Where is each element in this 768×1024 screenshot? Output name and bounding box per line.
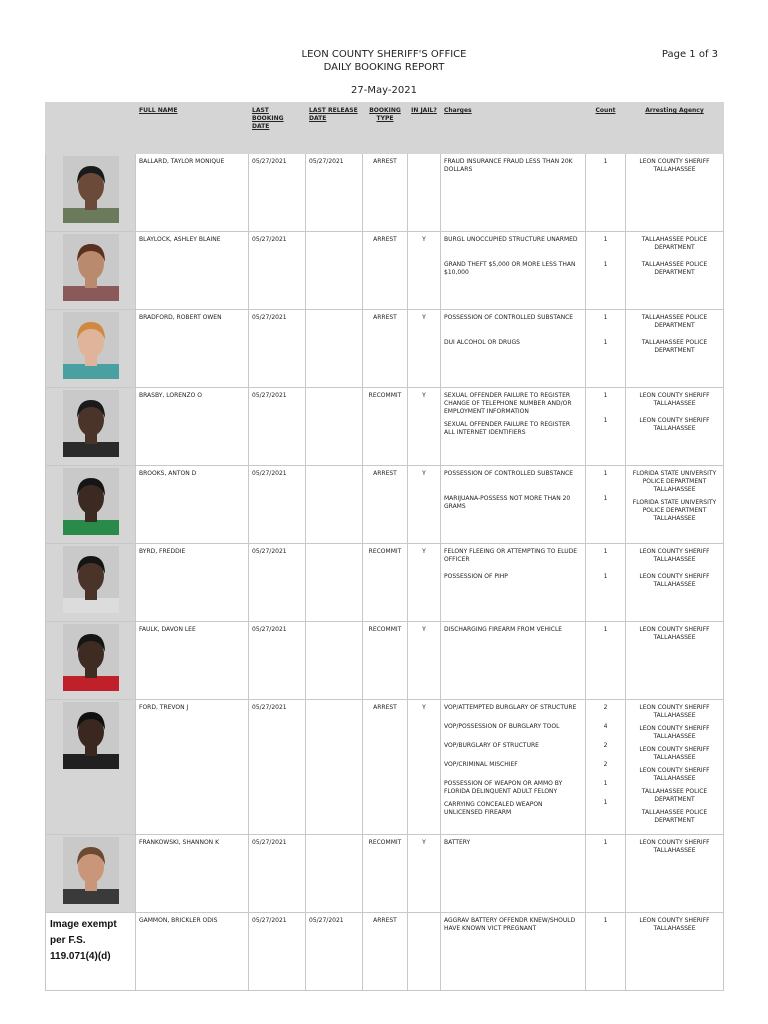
booking-record-row (46, 388, 724, 466)
mugshot-photo (63, 546, 119, 613)
charge-count: 2 (603, 761, 608, 768)
charge-description: POSSESSION OF CONTROLLED SUBSTANCE (444, 470, 574, 477)
charge-description: FELONY FLEEING OR ATTEMPTING TO ELUDE OFFICER (444, 548, 578, 563)
release-date-cell (306, 544, 363, 622)
charges-cell (441, 622, 586, 700)
booking-record-row (46, 466, 724, 544)
charges-cell (441, 232, 586, 310)
charge-count: 1 (603, 780, 608, 787)
in-jail-cell: Y (408, 622, 441, 700)
charge-count: 1 (603, 392, 608, 399)
mugshot-photo (63, 837, 119, 904)
charge-count: 1 (603, 314, 608, 321)
charge-count: 1 (603, 917, 608, 924)
charge-count: 1 (603, 626, 608, 633)
count-cell (586, 700, 626, 835)
full-name-cell: FORD, TREVON J (136, 700, 249, 835)
in-jail-cell: Y (408, 232, 441, 310)
charge-count: 1 (603, 236, 608, 243)
charge-description: VOP/BURGLARY OF STRUCTURE (444, 742, 539, 749)
release-date-cell (306, 835, 363, 913)
charge-description: FRAUD INSURANCE FRAUD LESS THAN 20K DOLLARS (444, 158, 573, 173)
image-exempt-notice: Image exempt per F.S. 119.071(4)(d) (46, 915, 135, 981)
charges-cell (441, 544, 586, 622)
charge-count: 1 (603, 339, 608, 346)
booking-type-cell: ARREST (363, 154, 408, 232)
in-jail-cell: Y (408, 388, 441, 466)
header-arresting-agency: Arresting Agency (626, 103, 724, 154)
in-jail-cell: Y (408, 835, 441, 913)
charge-count: 1 (603, 839, 608, 846)
table-header-row (46, 103, 724, 154)
in-jail-cell: Y (408, 310, 441, 388)
mugshot-cell (46, 310, 136, 388)
charge-description: GRAND THEFT $5,000 OR MORE LESS THAN $10,000 (444, 261, 576, 276)
full-name-cell: BALLARD, TAYLOR MONIQUE (136, 154, 249, 232)
full-name-cell: BLAYLOCK, ASHLEY BLAINE (136, 232, 249, 310)
booking-date-cell: 05/27/2021 (249, 622, 306, 700)
charges-cell (441, 466, 586, 544)
charge-description: POSSESSION OF CONTROLLED SUBSTANCE (444, 314, 574, 321)
charge-count: 1 (603, 548, 608, 555)
arresting-agency: LEON COUNTY SHERIFF TALLAHASSEE (639, 626, 710, 641)
arresting-agency: LEON COUNTY SHERIFF TALLAHASSEE (639, 746, 710, 761)
booking-date-cell: 05/27/2021 (249, 835, 306, 913)
full-name-cell: BROOKS, ANTON D (136, 466, 249, 544)
office-title: LEON COUNTY SHERIFF'S OFFICE (301, 49, 467, 60)
release-date-cell (306, 232, 363, 310)
release-date-cell (306, 310, 363, 388)
charge-description: CARRYING CONCEALED WEAPON UNLICENSED FIREARM (444, 801, 543, 816)
count-cell (586, 913, 626, 991)
booking-type-cell: RECOMMIT (363, 544, 408, 622)
charge-count: 2 (603, 704, 608, 711)
count-cell (586, 466, 626, 544)
charge-count: 1 (603, 495, 608, 502)
charge-description: VOP/ATTEMPTED BURGLARY OF STRUCTURE (444, 704, 577, 711)
release-date-cell: 05/27/2021 (306, 154, 363, 232)
mugshot-photo (63, 702, 119, 769)
header-booking-date: LAST BOOKING DATE (249, 103, 306, 154)
agency-cell (626, 232, 724, 310)
count-cell (586, 835, 626, 913)
mugshot-cell (46, 388, 136, 466)
mugshot-cell (46, 622, 136, 700)
mugshot-photo (63, 468, 119, 535)
agency-cell (626, 913, 724, 991)
report-title: DAILY BOOKING REPORT (323, 62, 445, 73)
header-count: Count (586, 103, 626, 154)
full-name-cell: FAULK, DAVON LEE (136, 622, 249, 700)
count-cell (586, 310, 626, 388)
charge-count: 1 (603, 573, 608, 580)
agency-cell (626, 466, 724, 544)
booking-type-cell: ARREST (363, 310, 408, 388)
booking-type-cell: ARREST (363, 913, 408, 991)
charge-description: DISCHARGING FIREARM FROM VEHICLE (444, 626, 563, 633)
arresting-agency: TALLAHASSEE POLICE DEPARTMENT (641, 314, 708, 329)
arresting-agency: TALLAHASSEE POLICE DEPARTMENT (641, 236, 708, 251)
release-date-cell (306, 388, 363, 466)
charge-description: POSSESSION OF PIHP (444, 573, 508, 580)
header-release-date: LAST RELEASE DATE (306, 103, 363, 154)
full-name-cell: GAMMON, BRICKLER ODIS (136, 913, 249, 991)
charge-count: 1 (603, 799, 608, 806)
full-name-cell: FRANKOWSKI, SHANNON K (136, 835, 249, 913)
charges-cell (441, 835, 586, 913)
booking-date-cell: 05/27/2021 (249, 310, 306, 388)
charge-description: BURGL UNOCCUPIED STRUCTURE UNARMED (444, 236, 578, 243)
booking-record-row (46, 913, 724, 991)
mugshot-photo (63, 624, 119, 691)
mugshot-photo (63, 156, 119, 223)
charge-count: 4 (603, 723, 608, 730)
arresting-agency: TALLAHASSEE POLICE DEPARTMENT (641, 339, 708, 354)
full-name-cell: BRASBY, LORENZO O (136, 388, 249, 466)
full-name-cell: BRADFORD, ROBERT OWEN (136, 310, 249, 388)
charge-description: POSSESSION OF WEAPON OR AMMO BY FLORIDA DELINQUENT ADULT FELONY (444, 780, 563, 795)
booking-record-row (46, 700, 724, 835)
arresting-agency: LEON COUNTY SHERIFF TALLAHASSEE (639, 725, 710, 740)
booking-record-row (46, 310, 724, 388)
charge-description: VOP/CRIMINAL MISCHIEF (444, 761, 518, 768)
arresting-agency: LEON COUNTY SHERIFF TALLAHASSEE (639, 417, 710, 432)
charge-description: DUI ALCOHOL OR DRUGS (444, 339, 520, 346)
agency-cell (626, 388, 724, 466)
header-in-jail: IN JAIL? (408, 103, 441, 154)
booking-record-row (46, 232, 724, 310)
page-number: Page 1 of 3 (661, 49, 718, 60)
charge-description: SEXUAL OFFENDER FAILURE TO REGISTER ALL INTERNET IDENTIFIERS (444, 421, 571, 436)
mugshot-cell (46, 232, 136, 310)
header-booking-type: BOOKING TYPE (363, 103, 408, 154)
charge-count: 1 (603, 158, 608, 165)
release-date-cell (306, 700, 363, 835)
arresting-agency: FLORIDA STATE UNIVERSITY POLICE DEPARTMENT TALLAHASSEE (632, 499, 717, 522)
count-cell (586, 544, 626, 622)
in-jail-cell: Y (408, 544, 441, 622)
charge-description: AGGRAV BATTERY OFFENDR KNEW/SHOULD HAVE KNOWN VICT PREGNANT (444, 917, 576, 932)
charge-description: MARIJUANA-POSSESS NOT MORE THAN 20 GRAMS (444, 495, 571, 510)
booking-type-cell: RECOMMIT (363, 388, 408, 466)
arresting-agency: LEON COUNTY SHERIFF TALLAHASSEE (639, 839, 710, 854)
in-jail-cell (408, 913, 441, 991)
charges-cell (441, 154, 586, 232)
mugshot-cell (46, 835, 136, 913)
booking-table (45, 102, 724, 991)
count-cell (586, 232, 626, 310)
mugshot-cell (46, 700, 136, 835)
arresting-agency: TALLAHASSEE POLICE DEPARTMENT (641, 261, 708, 276)
arresting-agency: FLORIDA STATE UNIVERSITY POLICE DEPARTMENT TALLAHASSEE (632, 470, 717, 493)
booking-date-cell: 05/27/2021 (249, 388, 306, 466)
full-name-cell: BYRD, FREDDIE (136, 544, 249, 622)
booking-record-row (46, 544, 724, 622)
mugshot-photo (63, 234, 119, 301)
release-date-cell: 05/27/2021 (306, 913, 363, 991)
booking-date-cell: 05/27/2021 (249, 232, 306, 310)
mugshot-cell (46, 544, 136, 622)
mugshot-cell (46, 154, 136, 232)
in-jail-cell (408, 154, 441, 232)
arresting-agency: LEON COUNTY SHERIFF TALLAHASSEE (639, 392, 710, 407)
mugshot-cell (46, 913, 136, 991)
charges-cell (441, 913, 586, 991)
booking-date-cell: 05/27/2021 (249, 544, 306, 622)
agency-cell (626, 700, 724, 835)
mugshot-cell (46, 466, 136, 544)
arresting-agency: LEON COUNTY SHERIFF TALLAHASSEE (639, 158, 710, 173)
charge-description: SEXUAL OFFENDER FAILURE TO REGISTER CHANGE OF TELEPHONE NUMBER AND/OR EMPLOYMENT INFORMATION (444, 392, 572, 415)
count-cell (586, 154, 626, 232)
booking-type-cell: ARREST (363, 232, 408, 310)
arresting-agency: TALLAHASSEE POLICE DEPARTMENT (641, 788, 708, 803)
booking-type-cell: RECOMMIT (363, 835, 408, 913)
report-header (0, 48, 768, 97)
booking-type-cell: RECOMMIT (363, 622, 408, 700)
booking-date-cell: 05/27/2021 (249, 913, 306, 991)
booking-record-row (46, 835, 724, 913)
charges-cell (441, 388, 586, 466)
booking-type-cell: ARREST (363, 466, 408, 544)
booking-type-cell: ARREST (363, 700, 408, 835)
release-date-cell (306, 466, 363, 544)
booking-date-cell: 05/27/2021 (249, 700, 306, 835)
agency-cell (626, 622, 724, 700)
charge-description: BATTERY (444, 839, 471, 846)
charge-count: 1 (603, 261, 608, 268)
booking-record-row (46, 622, 724, 700)
count-cell (586, 388, 626, 466)
header-photo (46, 103, 136, 154)
report-date: 27-May-2021 (351, 85, 417, 96)
agency-cell (626, 544, 724, 622)
arresting-agency: LEON COUNTY SHERIFF TALLAHASSEE (639, 767, 710, 782)
agency-cell (626, 154, 724, 232)
booking-date-cell: 05/27/2021 (249, 154, 306, 232)
count-cell (586, 622, 626, 700)
arresting-agency: LEON COUNTY SHERIFF TALLAHASSEE (639, 573, 710, 588)
charge-description: VOP/POSSESSION OF BURGLARY TOOL (444, 723, 560, 730)
in-jail-cell: Y (408, 700, 441, 835)
arresting-agency: TALLAHASSEE POLICE DEPARTMENT (641, 809, 708, 824)
agency-cell (626, 310, 724, 388)
charge-count: 2 (603, 742, 608, 749)
charge-count: 1 (603, 470, 608, 477)
in-jail-cell: Y (408, 466, 441, 544)
arresting-agency: LEON COUNTY SHERIFF TALLAHASSEE (639, 548, 710, 563)
booking-record-row (46, 154, 724, 232)
release-date-cell (306, 622, 363, 700)
charges-cell (441, 310, 586, 388)
header-full-name: FULL NAME (136, 103, 249, 154)
charge-count: 1 (603, 417, 608, 424)
mugshot-photo (63, 390, 119, 457)
mugshot-photo (63, 312, 119, 379)
agency-cell (626, 835, 724, 913)
arresting-agency: LEON COUNTY SHERIFF TALLAHASSEE (639, 917, 710, 932)
charges-cell (441, 700, 586, 835)
booking-date-cell: 05/27/2021 (249, 466, 306, 544)
arresting-agency: LEON COUNTY SHERIFF TALLAHASSEE (639, 704, 710, 719)
header-charges: Charges (441, 103, 586, 154)
